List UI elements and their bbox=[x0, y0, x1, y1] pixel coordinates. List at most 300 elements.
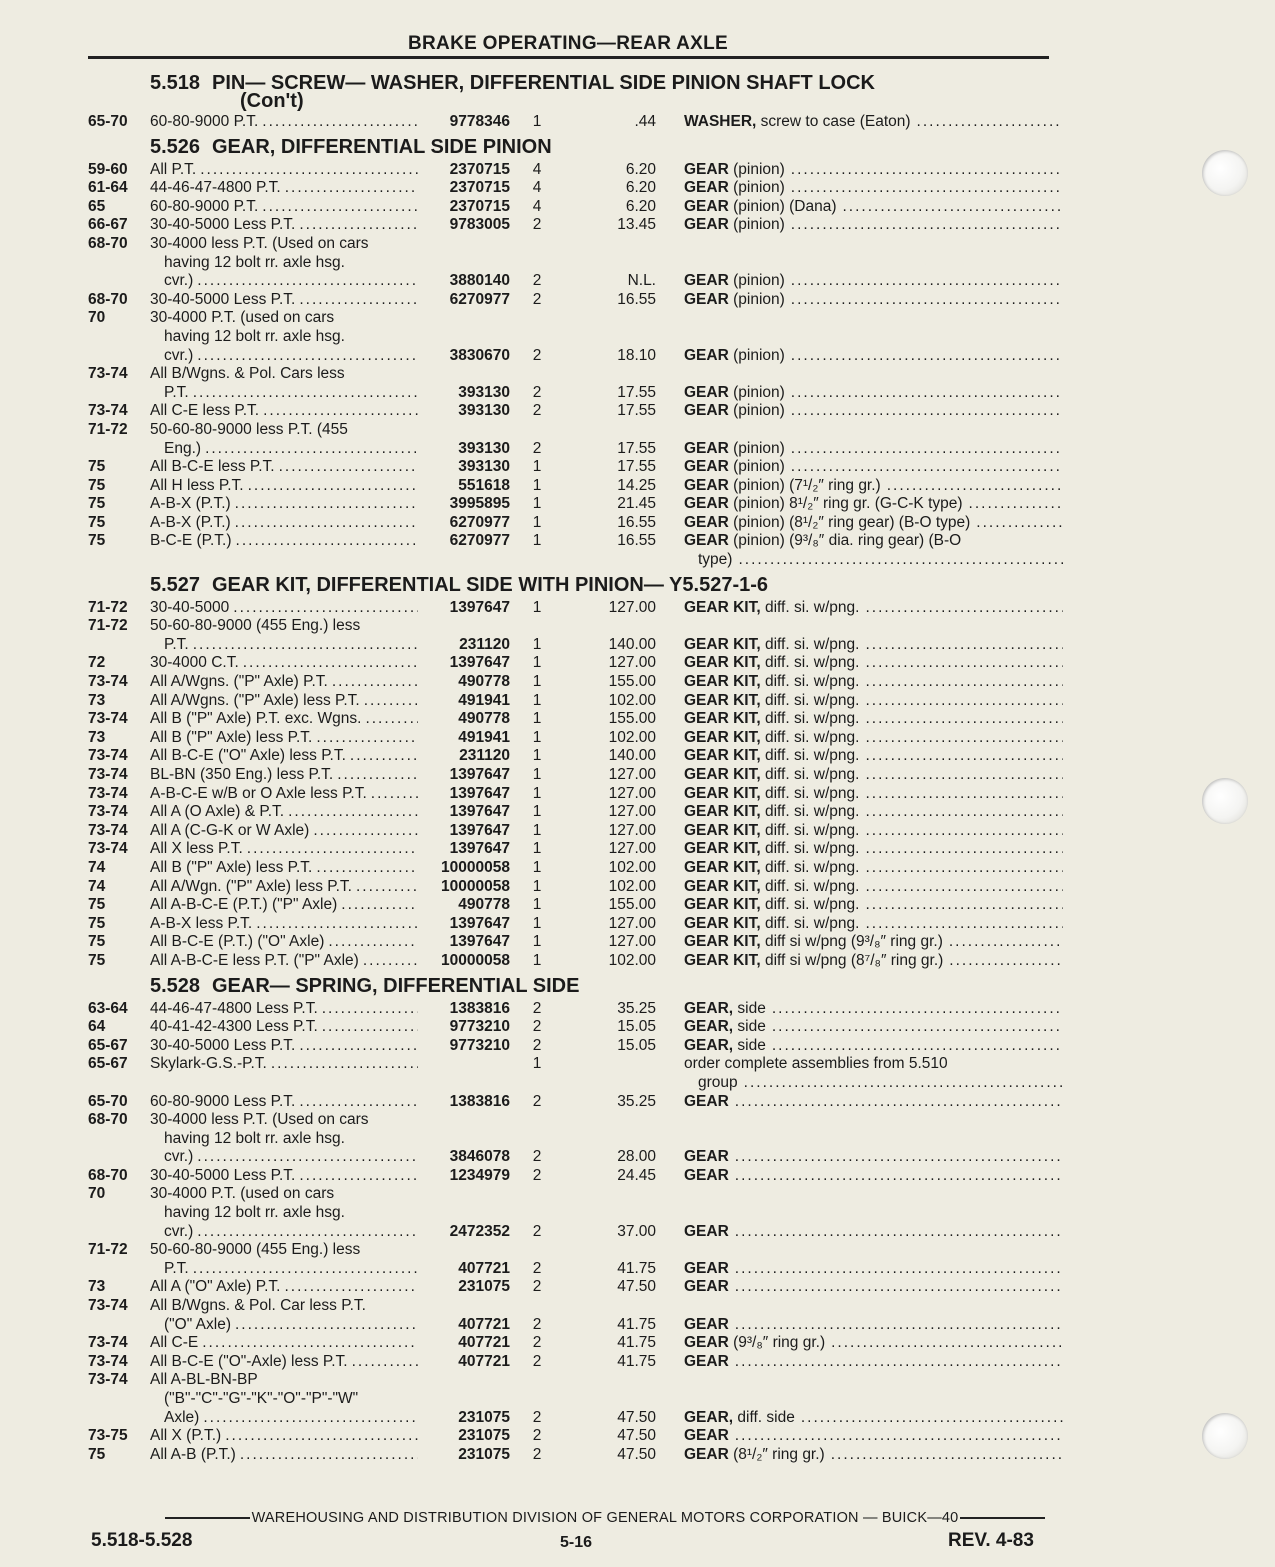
row-part-number: 407721 bbox=[458, 1334, 510, 1352]
leader-dots bbox=[791, 216, 1063, 235]
row-quantity: 1 bbox=[532, 821, 542, 839]
row-part-number: 1397647 bbox=[449, 933, 510, 951]
row-part-name bbox=[684, 1260, 1063, 1279]
row-year: 65-70 bbox=[88, 113, 128, 130]
row-price: 14.25 bbox=[617, 476, 656, 494]
section-title bbox=[212, 574, 1063, 596]
row-description-text: 30-4000 P.T. (used on cars bbox=[150, 309, 335, 327]
row-part-name-text bbox=[684, 161, 785, 180]
row-price: 127.00 bbox=[608, 803, 656, 821]
row-year: 73 bbox=[88, 1278, 106, 1296]
row-price: 17.55 bbox=[617, 383, 656, 401]
leader-dots bbox=[865, 785, 1063, 804]
row-part-name-bold: GEAR bbox=[684, 1315, 729, 1333]
row-part-name-bold: GEAR bbox=[684, 216, 729, 234]
leader-dots bbox=[193, 384, 418, 403]
row-price: 37.00 bbox=[617, 1222, 656, 1240]
row-part-name bbox=[684, 1278, 1063, 1297]
footer-section-range: 5.518-5.528 bbox=[91, 1530, 193, 1551]
leader-dots bbox=[328, 933, 418, 952]
table-row bbox=[88, 347, 1063, 366]
table-row bbox=[88, 785, 1063, 804]
table-row bbox=[88, 495, 1063, 514]
row-part-number: 1397647 bbox=[449, 914, 510, 932]
row-year: 71-72 bbox=[88, 617, 128, 635]
row-year: 73-75 bbox=[88, 1427, 128, 1445]
row-year: 75 bbox=[88, 532, 106, 550]
row-part-name-detail: diff. si. w/png. bbox=[760, 728, 860, 746]
row-quantity: 1 bbox=[532, 495, 542, 513]
row-description bbox=[150, 933, 418, 952]
table-row bbox=[88, 216, 1063, 235]
table-row bbox=[88, 514, 1063, 533]
row-year: 68-70 bbox=[88, 1111, 128, 1129]
leader-dots bbox=[865, 766, 1063, 785]
row-part-number: 3880140 bbox=[449, 272, 510, 290]
row-description-text: A-B-X (P.T.) bbox=[150, 513, 231, 531]
row-year: 71-72 bbox=[88, 1241, 128, 1259]
row-part-name bbox=[684, 514, 1063, 533]
leader-dots bbox=[197, 347, 418, 366]
table-row bbox=[88, 1353, 1063, 1372]
leader-dots bbox=[865, 747, 1063, 766]
table-row bbox=[88, 1111, 1063, 1130]
row-part-name-detail: side bbox=[733, 1036, 766, 1054]
row-description-text: All B-C-E ("O" Axle) less P.T. bbox=[150, 747, 346, 765]
footer-division: WAREHOUSING AND DISTRIBUTION DIVISION OF GENERAL MOTORS CORPORATION — BUICK—40 bbox=[251, 1510, 959, 1526]
row-part-name-text bbox=[684, 840, 859, 859]
row-description bbox=[150, 1334, 418, 1353]
section-number: 5.518 bbox=[150, 72, 201, 94]
leader-dots bbox=[865, 729, 1063, 748]
row-part-name bbox=[684, 822, 1063, 841]
row-part-name-detail: order complete assemblies from 5.510 bbox=[684, 1055, 948, 1073]
row-part-number: 231075 bbox=[458, 1427, 510, 1445]
row-quantity: 2 bbox=[532, 1408, 542, 1426]
punch-hole-middle bbox=[1202, 778, 1248, 824]
table-row bbox=[88, 1316, 1063, 1335]
leader-dots bbox=[322, 1000, 418, 1019]
row-part-name-text bbox=[684, 878, 859, 897]
row-description bbox=[150, 477, 418, 496]
row-quantity: 1 bbox=[532, 710, 542, 728]
row-part-name bbox=[684, 1409, 1063, 1428]
row-year: 63-64 bbox=[88, 999, 128, 1017]
row-part-name-text bbox=[684, 347, 785, 366]
table-row bbox=[88, 822, 1063, 841]
row-part-name bbox=[684, 692, 1063, 711]
row-description bbox=[150, 785, 418, 804]
row-description-text: 30-4000 C.T. bbox=[150, 654, 239, 672]
leader-dots bbox=[197, 272, 418, 291]
leader-dots bbox=[197, 1223, 418, 1242]
row-part-name bbox=[684, 636, 1063, 655]
footer-page-number: 5-16 bbox=[560, 1534, 593, 1551]
row-description-text: 44-46-47-4800 Less P.T. bbox=[150, 999, 318, 1017]
row-part-name-text bbox=[684, 822, 859, 841]
table-row bbox=[88, 532, 1063, 551]
row-part-name bbox=[684, 179, 1063, 198]
row-price: 47.50 bbox=[617, 1278, 656, 1296]
row-description bbox=[150, 1000, 418, 1019]
row-part-name-bold: GEAR bbox=[684, 1334, 729, 1352]
row-description bbox=[150, 1371, 418, 1390]
table-row bbox=[88, 636, 1063, 655]
row-part-name-text bbox=[684, 654, 859, 673]
row-price: 102.00 bbox=[608, 728, 656, 746]
table-row bbox=[88, 365, 1063, 384]
row-price: 6.20 bbox=[625, 179, 656, 197]
row-description bbox=[150, 766, 418, 785]
row-year: 73-74 bbox=[88, 766, 128, 783]
row-part-name-text bbox=[684, 1037, 766, 1056]
row-part-name-detail: diff. si. w/png. bbox=[760, 710, 860, 728]
row-part-name-detail: group bbox=[698, 1073, 738, 1091]
row-price: 127.00 bbox=[608, 840, 656, 858]
row-description bbox=[150, 347, 418, 366]
row-part-name bbox=[684, 840, 1063, 859]
row-part-name-text bbox=[684, 915, 859, 934]
row-description-text: All C-E bbox=[150, 1334, 199, 1352]
row-part-name-detail: screw to case (Eaton) bbox=[756, 113, 911, 130]
row-price: 47.50 bbox=[617, 1445, 656, 1463]
row-part-name-text bbox=[684, 216, 785, 235]
row-price: 102.00 bbox=[608, 951, 656, 969]
leader-dots bbox=[299, 1167, 418, 1186]
table-row bbox=[88, 1093, 1063, 1112]
row-price: 155.00 bbox=[608, 896, 656, 914]
row-part-number: 6270977 bbox=[449, 532, 510, 550]
row-part-name-bold: GEAR KIT, bbox=[684, 766, 761, 783]
row-price: 102.00 bbox=[608, 877, 656, 895]
row-part-name bbox=[684, 1093, 1063, 1112]
row-part-name-text bbox=[684, 532, 961, 551]
row-price: N.L. bbox=[627, 272, 656, 290]
row-part-name-text bbox=[684, 514, 970, 533]
row-part-name bbox=[684, 803, 1063, 822]
row-part-number: 9773210 bbox=[449, 1018, 510, 1036]
row-description-text: having 12 bolt rr. axle hsg. bbox=[164, 1204, 345, 1222]
row-part-name-bold: GEAR KIT, bbox=[684, 654, 761, 672]
leader-dots bbox=[332, 673, 418, 692]
table-row bbox=[88, 599, 1063, 618]
row-price: 21.45 bbox=[617, 495, 656, 513]
row-part-name-text bbox=[684, 747, 859, 766]
row-quantity: 2 bbox=[532, 1278, 542, 1296]
leader-dots bbox=[865, 599, 1063, 618]
row-description-text: P.T. bbox=[164, 1259, 189, 1277]
leader-dots bbox=[791, 402, 1063, 421]
row-year: 64 bbox=[88, 1018, 106, 1036]
row-part-number: 2370715 bbox=[449, 160, 510, 178]
leader-dots bbox=[865, 710, 1063, 729]
row-price: 127.00 bbox=[608, 766, 656, 783]
row-price: 127.00 bbox=[608, 914, 656, 932]
leader-dots bbox=[791, 458, 1063, 477]
row-quantity: 2 bbox=[532, 272, 542, 290]
row-part-name-text bbox=[684, 1018, 766, 1037]
table-row bbox=[88, 1390, 1063, 1409]
row-description bbox=[150, 1297, 418, 1316]
row-part-name-text bbox=[684, 599, 859, 618]
row-description bbox=[150, 729, 418, 748]
row-part-name-text bbox=[684, 710, 859, 729]
table-row bbox=[88, 1409, 1063, 1428]
row-part-name-detail: diff. si. w/png. bbox=[760, 691, 860, 709]
row-part-number: 2472352 bbox=[449, 1222, 510, 1240]
leader-dots bbox=[969, 495, 1063, 514]
row-part-name-detail: diff. side bbox=[733, 1408, 795, 1426]
leader-dots bbox=[865, 896, 1063, 915]
row-part-name bbox=[684, 896, 1063, 915]
section-title-text: GEAR, DIFFERENTIAL SIDE PINION bbox=[212, 135, 552, 158]
row-description-text: All C-E less P.T. bbox=[150, 402, 260, 420]
row-description-text: 60-80-9000 P.T. bbox=[150, 113, 259, 130]
row-part-name bbox=[684, 198, 1063, 217]
row-part-number: 2370715 bbox=[449, 197, 510, 215]
row-description-text: 50-60-80-9000 (455 Eng.) less bbox=[150, 617, 361, 635]
row-part-name-text bbox=[698, 1074, 738, 1093]
table-row bbox=[88, 1037, 1063, 1056]
row-quantity: 1 bbox=[532, 1055, 542, 1073]
row-description-text: 40-41-42-4300 Less P.T. bbox=[150, 1018, 318, 1036]
row-part-number: 491941 bbox=[458, 691, 510, 709]
row-description bbox=[150, 1167, 418, 1186]
leader-dots bbox=[193, 1260, 418, 1279]
row-part-number: 407721 bbox=[458, 1352, 510, 1370]
row-part-number: 9773210 bbox=[449, 1036, 510, 1054]
row-quantity: 1 bbox=[532, 803, 542, 821]
row-price: 140.00 bbox=[608, 635, 656, 653]
row-quantity: 2 bbox=[532, 346, 542, 364]
row-description-text: All X (P.T.) bbox=[150, 1427, 222, 1445]
row-part-name bbox=[684, 551, 1063, 570]
row-price: 15.05 bbox=[617, 1018, 656, 1036]
row-part-name bbox=[684, 654, 1063, 673]
row-quantity: 2 bbox=[532, 383, 542, 401]
row-description-text: 30-4000 P.T. (used on cars bbox=[150, 1185, 335, 1203]
row-quantity: 1 bbox=[532, 598, 542, 616]
row-description bbox=[150, 1427, 418, 1446]
row-part-name bbox=[684, 1000, 1063, 1019]
table-row bbox=[88, 747, 1063, 766]
row-price: 35.25 bbox=[617, 999, 656, 1017]
row-part-name-bold: GEAR KIT, bbox=[684, 635, 761, 653]
row-description-text: All A (C-G-K or W Axle) bbox=[150, 821, 310, 839]
row-description-text: All A-B-C-E less P.T. ("P" Axle) bbox=[150, 951, 359, 969]
row-part-number: 1383816 bbox=[449, 1092, 510, 1110]
table-row bbox=[88, 617, 1063, 636]
row-year: 75 bbox=[88, 896, 106, 914]
row-part-name-detail: (8¹/₂″ ring gr.) bbox=[728, 1445, 825, 1463]
section-heading bbox=[88, 975, 1063, 997]
leader-dots bbox=[203, 1409, 418, 1428]
table-row bbox=[88, 673, 1063, 692]
row-year: 73-74 bbox=[88, 803, 128, 821]
row-part-name-bold: GEAR bbox=[684, 383, 729, 401]
row-description bbox=[150, 1260, 418, 1279]
row-part-name-bold: GEAR KIT, bbox=[684, 914, 761, 932]
leader-dots bbox=[284, 1278, 418, 1297]
row-quantity: 1 bbox=[532, 840, 542, 858]
leader-dots bbox=[279, 458, 418, 477]
row-quantity: 1 bbox=[532, 513, 542, 531]
row-part-name-detail: diff. si. w/png. bbox=[760, 766, 860, 783]
row-price: 127.00 bbox=[608, 821, 656, 839]
leader-dots bbox=[865, 636, 1063, 655]
row-year: 73-74 bbox=[88, 673, 128, 691]
leader-dots bbox=[735, 1316, 1063, 1335]
table-row bbox=[88, 933, 1063, 952]
table-row bbox=[88, 1223, 1063, 1242]
table-row bbox=[88, 952, 1063, 971]
row-price: 17.55 bbox=[617, 439, 656, 457]
row-part-name-detail: diff. si. w/png. bbox=[760, 914, 860, 932]
row-description bbox=[150, 1037, 418, 1056]
row-part-number: 1397647 bbox=[449, 784, 510, 802]
row-description-text: 30-40-5000 Less P.T. bbox=[150, 1036, 296, 1054]
leader-dots bbox=[744, 1074, 1063, 1093]
row-part-number: 9778346 bbox=[449, 113, 510, 130]
row-part-name-detail: (pinion) bbox=[728, 216, 785, 234]
row-description-text: BL-BN (350 Eng.) less P.T. bbox=[150, 766, 334, 783]
leader-dots bbox=[865, 822, 1063, 841]
row-description-text: 30-40-5000 Less P.T. bbox=[150, 290, 296, 308]
table-row bbox=[88, 198, 1063, 217]
row-part-name-bold: GEAR bbox=[684, 1278, 729, 1296]
row-part-name-bold: GEAR KIT, bbox=[684, 803, 761, 821]
leader-dots bbox=[865, 915, 1063, 934]
row-part-name-bold: GEAR, bbox=[684, 1036, 734, 1054]
row-part-name bbox=[684, 495, 1063, 514]
leader-dots bbox=[831, 1446, 1063, 1465]
row-part-name bbox=[684, 1353, 1063, 1372]
row-description-text: 60-80-9000 P.T. bbox=[150, 197, 259, 215]
table-row bbox=[88, 1130, 1063, 1149]
row-quantity: 1 bbox=[532, 691, 542, 709]
row-price: 47.50 bbox=[617, 1427, 656, 1445]
row-price: 16.55 bbox=[617, 290, 656, 308]
row-description bbox=[150, 859, 418, 878]
leader-dots bbox=[364, 692, 418, 711]
row-description bbox=[150, 599, 418, 618]
row-description bbox=[150, 1409, 418, 1428]
section-title bbox=[212, 136, 1063, 158]
row-description bbox=[150, 495, 418, 514]
leader-dots bbox=[316, 859, 418, 878]
row-part-name-text bbox=[684, 1427, 729, 1446]
row-part-name bbox=[684, 766, 1063, 785]
leader-dots bbox=[262, 198, 418, 217]
row-part-number: 1397647 bbox=[449, 654, 510, 672]
row-description bbox=[150, 822, 418, 841]
row-description-text: All B/Wgns. & Pol. Cars less bbox=[150, 365, 345, 383]
leader-dots bbox=[299, 1093, 418, 1112]
row-quantity: 2 bbox=[532, 1036, 542, 1054]
row-part-name-bold: GEAR bbox=[684, 1259, 729, 1277]
row-part-name-bold: GEAR, bbox=[684, 999, 734, 1017]
table-row bbox=[88, 1334, 1063, 1353]
row-year: 68-70 bbox=[88, 234, 128, 252]
leader-dots bbox=[371, 785, 418, 804]
row-description bbox=[150, 1111, 418, 1130]
row-year: 75 bbox=[88, 951, 106, 969]
table-row bbox=[88, 896, 1063, 915]
row-year: 71-72 bbox=[88, 420, 128, 438]
row-part-number: 1397647 bbox=[449, 766, 510, 783]
row-description-text: Skylark-G.S.-P.T. bbox=[150, 1055, 267, 1073]
row-description bbox=[150, 1130, 418, 1149]
table-row bbox=[88, 1427, 1063, 1446]
row-part-name-bold: GEAR bbox=[684, 1352, 729, 1370]
row-part-number: 6270977 bbox=[449, 290, 510, 308]
table-row bbox=[88, 1204, 1063, 1223]
leader-dots bbox=[262, 113, 418, 132]
row-part-name-bold: GEAR bbox=[684, 1092, 729, 1110]
row-part-name-detail: diff. si. w/png. bbox=[760, 821, 860, 839]
leader-dots bbox=[299, 291, 418, 310]
table-row bbox=[88, 254, 1063, 273]
row-part-name-text bbox=[684, 179, 785, 198]
row-part-name-bold: GEAR bbox=[684, 476, 729, 494]
row-part-name-detail: (pinion) bbox=[728, 272, 785, 290]
row-part-name-text bbox=[684, 673, 859, 692]
row-part-name-detail: (9³/₈″ ring gr.) bbox=[728, 1334, 826, 1352]
leader-dots bbox=[243, 654, 418, 673]
row-quantity: 1 bbox=[532, 747, 542, 765]
row-part-name-text bbox=[684, 1334, 825, 1353]
row-description-text: All B ("P" Axle) P.T. exc. Wgns. bbox=[150, 710, 362, 728]
row-part-name-bold: GEAR KIT, bbox=[684, 710, 761, 728]
row-year: 73-74 bbox=[88, 1352, 128, 1370]
row-part-name-bold: GEAR bbox=[684, 1222, 729, 1240]
row-quantity: 2 bbox=[532, 1092, 542, 1110]
row-quantity: 2 bbox=[532, 999, 542, 1017]
row-quantity: 2 bbox=[532, 1334, 542, 1352]
row-year: 66-67 bbox=[88, 216, 128, 234]
leader-dots bbox=[256, 915, 418, 934]
section-number: 5.526 bbox=[150, 135, 201, 158]
row-year: 68-70 bbox=[88, 290, 128, 308]
row-description bbox=[150, 402, 418, 421]
row-part-name-bold: GEAR KIT, bbox=[684, 728, 761, 746]
row-part-name-bold: GEAR bbox=[684, 439, 729, 457]
row-year: 73-74 bbox=[88, 784, 128, 802]
row-year: 73-74 bbox=[88, 1334, 128, 1352]
row-year: 59-60 bbox=[88, 160, 128, 178]
leader-dots bbox=[865, 692, 1063, 711]
row-part-name bbox=[684, 952, 1063, 971]
table-row bbox=[88, 328, 1063, 347]
row-description-text: cvr.) bbox=[164, 1148, 194, 1166]
row-description bbox=[150, 1241, 418, 1260]
row-year: 65-67 bbox=[88, 1055, 128, 1073]
row-part-name-bold: GEAR, bbox=[684, 1408, 734, 1426]
row-description bbox=[150, 384, 418, 403]
leader-dots bbox=[285, 179, 418, 198]
row-description bbox=[150, 235, 418, 254]
row-price: 127.00 bbox=[608, 933, 656, 951]
row-price: 140.00 bbox=[608, 747, 656, 765]
row-description-text: All A ("O" Axle) P.T. bbox=[150, 1278, 281, 1296]
table-row bbox=[88, 766, 1063, 785]
row-part-name-detail: diff si w/png (9³/₈″ ring gr.) bbox=[760, 933, 943, 951]
row-price: 28.00 bbox=[617, 1148, 656, 1166]
row-part-number: 2370715 bbox=[449, 179, 510, 197]
row-year: 75 bbox=[88, 476, 106, 494]
row-part-name bbox=[684, 1074, 1063, 1093]
leader-dots bbox=[842, 198, 1063, 217]
